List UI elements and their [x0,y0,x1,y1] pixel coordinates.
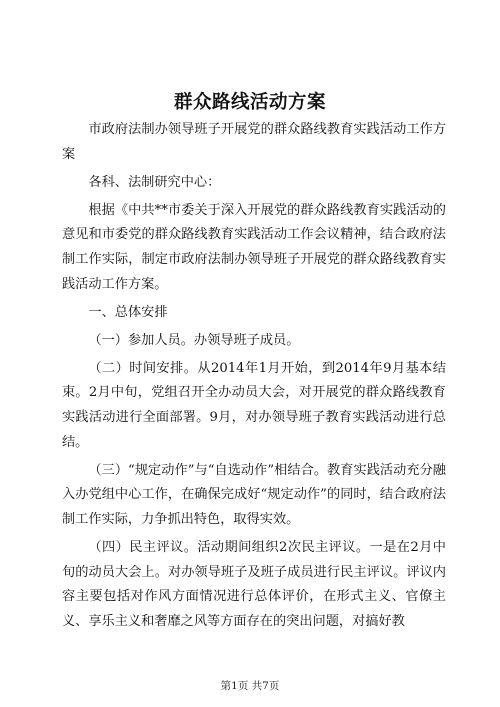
document-body [62,118,446,638]
paragraph-subtitle: 市政府法制办领导班子开展党的群众路线教育实践活动工作方案 [62,122,446,162]
paragraph-basis: 根据《中共**市委关于深入开展党的群众路线教育实践活动的意见和市委党的群众路线教育实践活动工作会议精神，结合政府法制工作实际，制定市政府法制办领导班子开展党的群众路线教育实践活动工作方案。 [62,202,446,292]
page-number-footer: 第1页 共7页 [220,680,280,692]
section-heading-overall: 一、总体安排 [88,304,168,320]
paragraph-salutation: 各科、法制研究中心： [88,174,221,190]
paragraph-participants: （一）参加人员。办领导班子成员。 [88,332,300,348]
paragraph-evaluation: （四）民主评议。活动期间组织2次民主评议。一是在2月中旬的动员大会上。对办领导班子及班子成员进行民主评议。评议内容主要包括对作风方面情况进行总体评价，在形式主义、官僚主义、享乐主义和奢靡之风等方面存在的突出问题，对搞好教 [62,540,446,629]
document-title: 群众路线活动方案 [173,92,326,113]
paragraph-schedule: （二）时间安排。从2014年1月开始，到2014年9月基本结束。2月中旬，党组召开全办动员大会，对开展党的群众路线教育实践活动进行全面部署。9月，对办领导班子教育实践活动进行总结。 [62,360,446,450]
paragraph-actions: （三）“规定动作”与“自选动作”相结合。教育实践活动充分融入办党组中心工作，在确保完成好“规定动作”的同时，结合政府法制工作实际，力争抓出特色，取得实效。 [62,462,446,527]
